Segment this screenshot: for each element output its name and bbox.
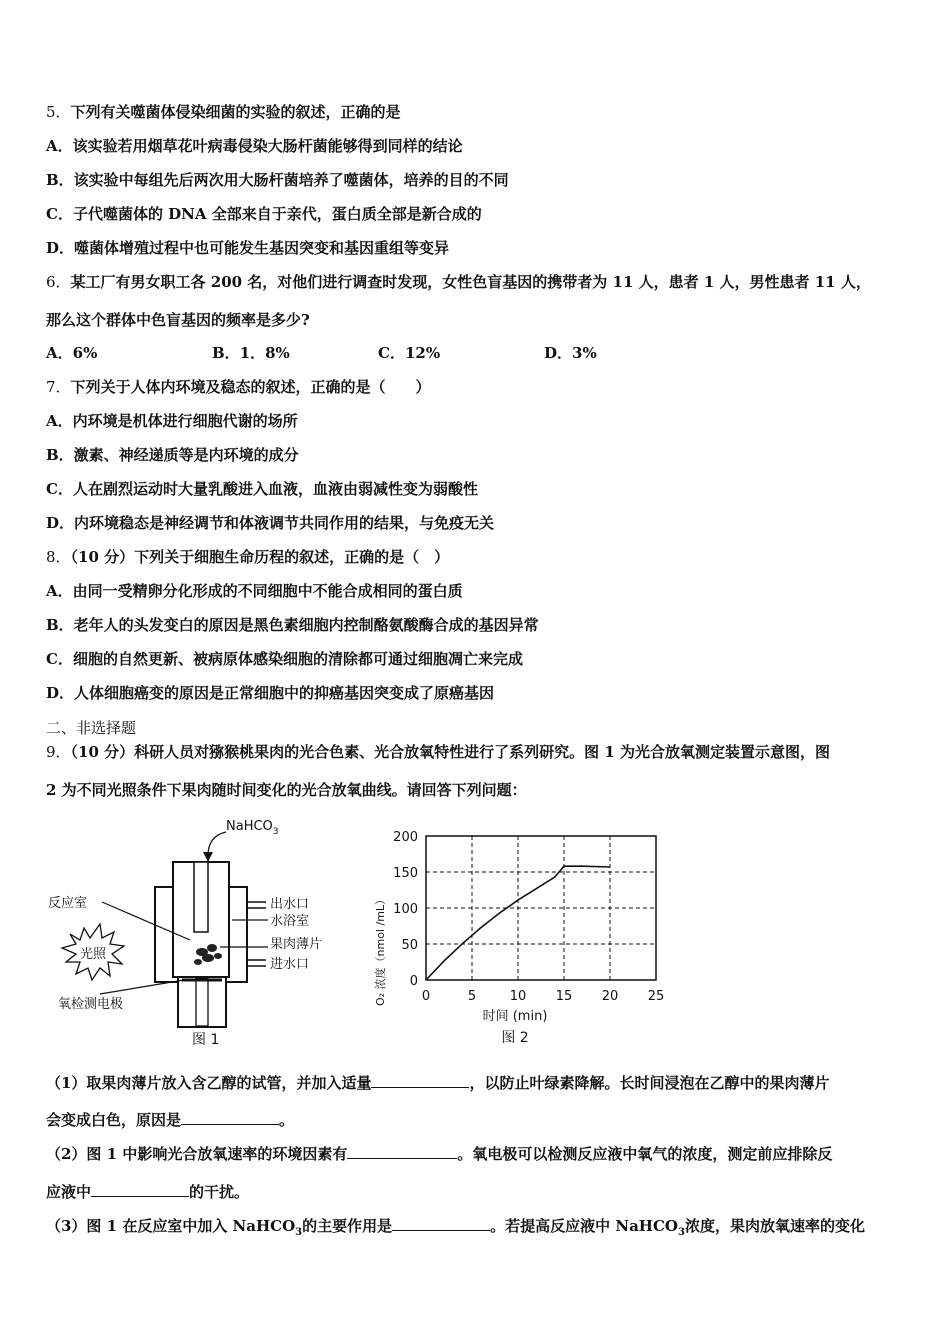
fig1-pulp-piece <box>194 959 202 965</box>
q9-p2-blank-1[interactable] <box>347 1144 457 1159</box>
fig1-nahco3-arrowhead <box>203 852 213 862</box>
q5-option-b: B．该实验中每组先后两次用大肠杆菌培养了噬菌体，培养的目的不同 <box>46 171 509 189</box>
q9-p2-text-a: （2）图 1 中影响光合放氧速率的环境因素有 <box>46 1145 348 1163</box>
q9-p1-text-d: 。 <box>279 1111 295 1129</box>
q9-p1-text-a: （1）取果肉薄片放入含乙醇的试管，并加入适量 <box>46 1074 372 1092</box>
q7-text: 下列关于人体内环境及稳态的叙述，正确的是（ ） <box>70 378 431 396</box>
q7-option-a: A．内环境是机体进行细胞代谢的场所 <box>46 412 298 430</box>
q6-option-d: D．3% <box>544 344 597 362</box>
q7-stem <box>46 377 431 397</box>
q7-option-c: C．人在剧烈运动时大量乳酸进入血液，血液由弱减性变为弱酸性 <box>46 480 478 498</box>
q9-part3-line1 <box>46 1216 865 1243</box>
q5-option-c: C．子代噬菌体的 DNA 全部来自于亲代，蛋白质全部是新合成的 <box>46 205 482 223</box>
q9-p3-sub-2: 3 <box>677 1227 685 1238</box>
chart-x-tick-label: 15 <box>555 989 573 1004</box>
fig1-electrode-leader <box>100 980 184 994</box>
q6-option-a: A．6% <box>46 344 98 362</box>
q9-p3-text-a: （3）图 1 在反应室中加入 NaHCO <box>46 1217 296 1235</box>
figure-1-apparatus <box>40 812 340 1052</box>
fig1-electrode-label: 氧检测电极 <box>58 997 124 1012</box>
q5-text: 下列有关噬菌体侵染细菌的实验的叙述，正确的是 <box>70 103 401 121</box>
fig1-water-bath-label: 水浴室 <box>270 914 310 929</box>
q8-option-a: A．由同一受精卵分化形成的不同细胞中不能合成相同的蛋白质 <box>46 582 463 600</box>
chart-y-tick-label: 50 <box>401 938 418 953</box>
q9-p1-text-b: ，以防止叶绿素降解。长时间浸泡在乙醇中的果肉薄片 <box>469 1074 830 1092</box>
q9-p1-blank-2[interactable] <box>181 1110 279 1125</box>
q7-option-d: D．内环境稳态是神经调节和体液调节共同作用的结果，与免疫无关 <box>46 514 495 532</box>
fig1-inlet-tube <box>194 862 208 932</box>
q8-option-d: D．人体细胞癌变的原因是正常细胞中的抑癌基因突变成了原癌基因 <box>46 684 495 702</box>
q8-stem <box>46 547 449 567</box>
q7-number: 7． <box>46 378 71 396</box>
q6-stem <box>46 272 871 292</box>
q8-option-b: B．老年人的头发变白的原因是黑色素细胞内控制酪氨酸酶合成的基因异常 <box>46 616 539 634</box>
q6-option-b: B．1．8% <box>212 344 290 362</box>
q7-option-b: B．激素、神经递质等是内环境的成分 <box>46 446 299 464</box>
q9-text-1: （10 分）科研人员对猕猴桃果肉的光合色素、光合放氧特性进行了系列研究。图 1 为光合放氧测定装置示意图，图 <box>70 743 831 761</box>
fig1-electrode-core <box>196 978 208 1026</box>
q6-stem-2: 那么这个群体中色盲基因的频率是多少? <box>46 311 310 329</box>
q5-option-a: A．该实验若用烟草花叶病毒侵染大肠杆菌能够得到同样的结论 <box>46 137 463 155</box>
chart-x-tick-label: 5 <box>467 989 477 1004</box>
q8-number: 8． <box>46 548 71 566</box>
chart-caption: 图 2 <box>501 1030 529 1046</box>
fig1-nahco3-label: NaHCO$_3$ <box>226 819 279 837</box>
fig1-pulp-piece <box>207 944 217 952</box>
q6-option-c: C．12% <box>378 344 441 362</box>
fig1-light-label: 光照 <box>80 947 107 962</box>
q9-p2-text-b: 。氧电极可以检测反应液中氧气的浓度，测定前应排除反 <box>457 1145 833 1163</box>
q9-p2-text-d: 的干扰。 <box>189 1183 250 1201</box>
q9-stem <box>46 742 830 762</box>
q5-number: 5． <box>46 103 71 121</box>
q9-part1-line1 <box>46 1073 829 1093</box>
fig1-reaction-room-label: 反应室 <box>48 896 88 911</box>
section-heading: 二、非选择题 <box>46 719 137 737</box>
chart-x-tick-label: 10 <box>509 989 527 1004</box>
q8-option-c: C．细胞的自然更新、被病原体感染细胞的清除都可通过细胞凋亡来完成 <box>46 650 523 668</box>
q9-p2-text-c: 应液中 <box>46 1183 92 1201</box>
q9-number: 9． <box>46 743 71 761</box>
chart-y-tick-label: 100 <box>393 902 418 917</box>
chart-x-tick-label: 0 <box>421 989 431 1004</box>
q8-text: （10 分）下列关于细胞生命历程的叙述，正确的是（ ） <box>70 548 450 566</box>
q9-p1-blank-1[interactable] <box>371 1073 469 1088</box>
q9-stem-2: 2 为不同光照条件下果肉随时间变化的光合放氧曲线。请回答下列问题： <box>46 781 527 799</box>
fig1-inlet-label: 进水口 <box>270 957 310 972</box>
q9-p3-sub-1: 3 <box>295 1227 303 1238</box>
q6-number: 6． <box>46 273 71 291</box>
fig1-pulp-label: 果肉薄片 <box>270 937 323 952</box>
fig1-outlet-label: 出水口 <box>270 897 310 912</box>
q9-p2-blank-2[interactable] <box>91 1182 189 1197</box>
q9-p3-text-b: 的主要作用是 <box>302 1217 393 1235</box>
figure-2-chart <box>360 820 670 1060</box>
q5-stem <box>46 102 401 122</box>
q9-p3-text-d: 浓度，果肉放氧速率的变化 <box>684 1217 865 1235</box>
q5-option-d: D．噬菌体增殖过程中也可能发生基因突变和基因重组等变异 <box>46 239 450 257</box>
q9-part2-line2 <box>46 1182 249 1202</box>
chart-x-tick-label: 25 <box>647 989 665 1004</box>
q9-p1-text-c: 会变成白色，原因是 <box>46 1111 182 1129</box>
chart-y-tick-label: 200 <box>393 830 418 845</box>
q6-options <box>46 343 597 363</box>
q9-p3-blank-1[interactable] <box>392 1216 490 1231</box>
q6-text-1: 某工厂有男女职工各 200 名，对他们进行调查时发现，女性色盲基因的携带者为 11 人，患者 1 人，男性患者 11 人， <box>70 273 871 291</box>
q9-part2-line1 <box>46 1144 832 1164</box>
q9-p3-text-c: 。若提高反应液中 NaHCO <box>490 1217 678 1235</box>
fig1-pulp-piece <box>214 953 222 959</box>
chart-y-tick-label: 150 <box>393 866 418 881</box>
fig1-pulp-piece <box>202 954 214 962</box>
fig1-caption: 图 1 <box>192 1032 220 1048</box>
chart-y-tick-label: 0 <box>409 974 418 989</box>
q9-part1-line2 <box>46 1110 294 1130</box>
chart-x-tick-label: 20 <box>601 989 619 1004</box>
chart-y-axis-label: O₂ 浓度（nmol /mL） <box>374 893 387 1007</box>
chart-x-axis-label: 时间 (min) <box>482 1009 548 1024</box>
